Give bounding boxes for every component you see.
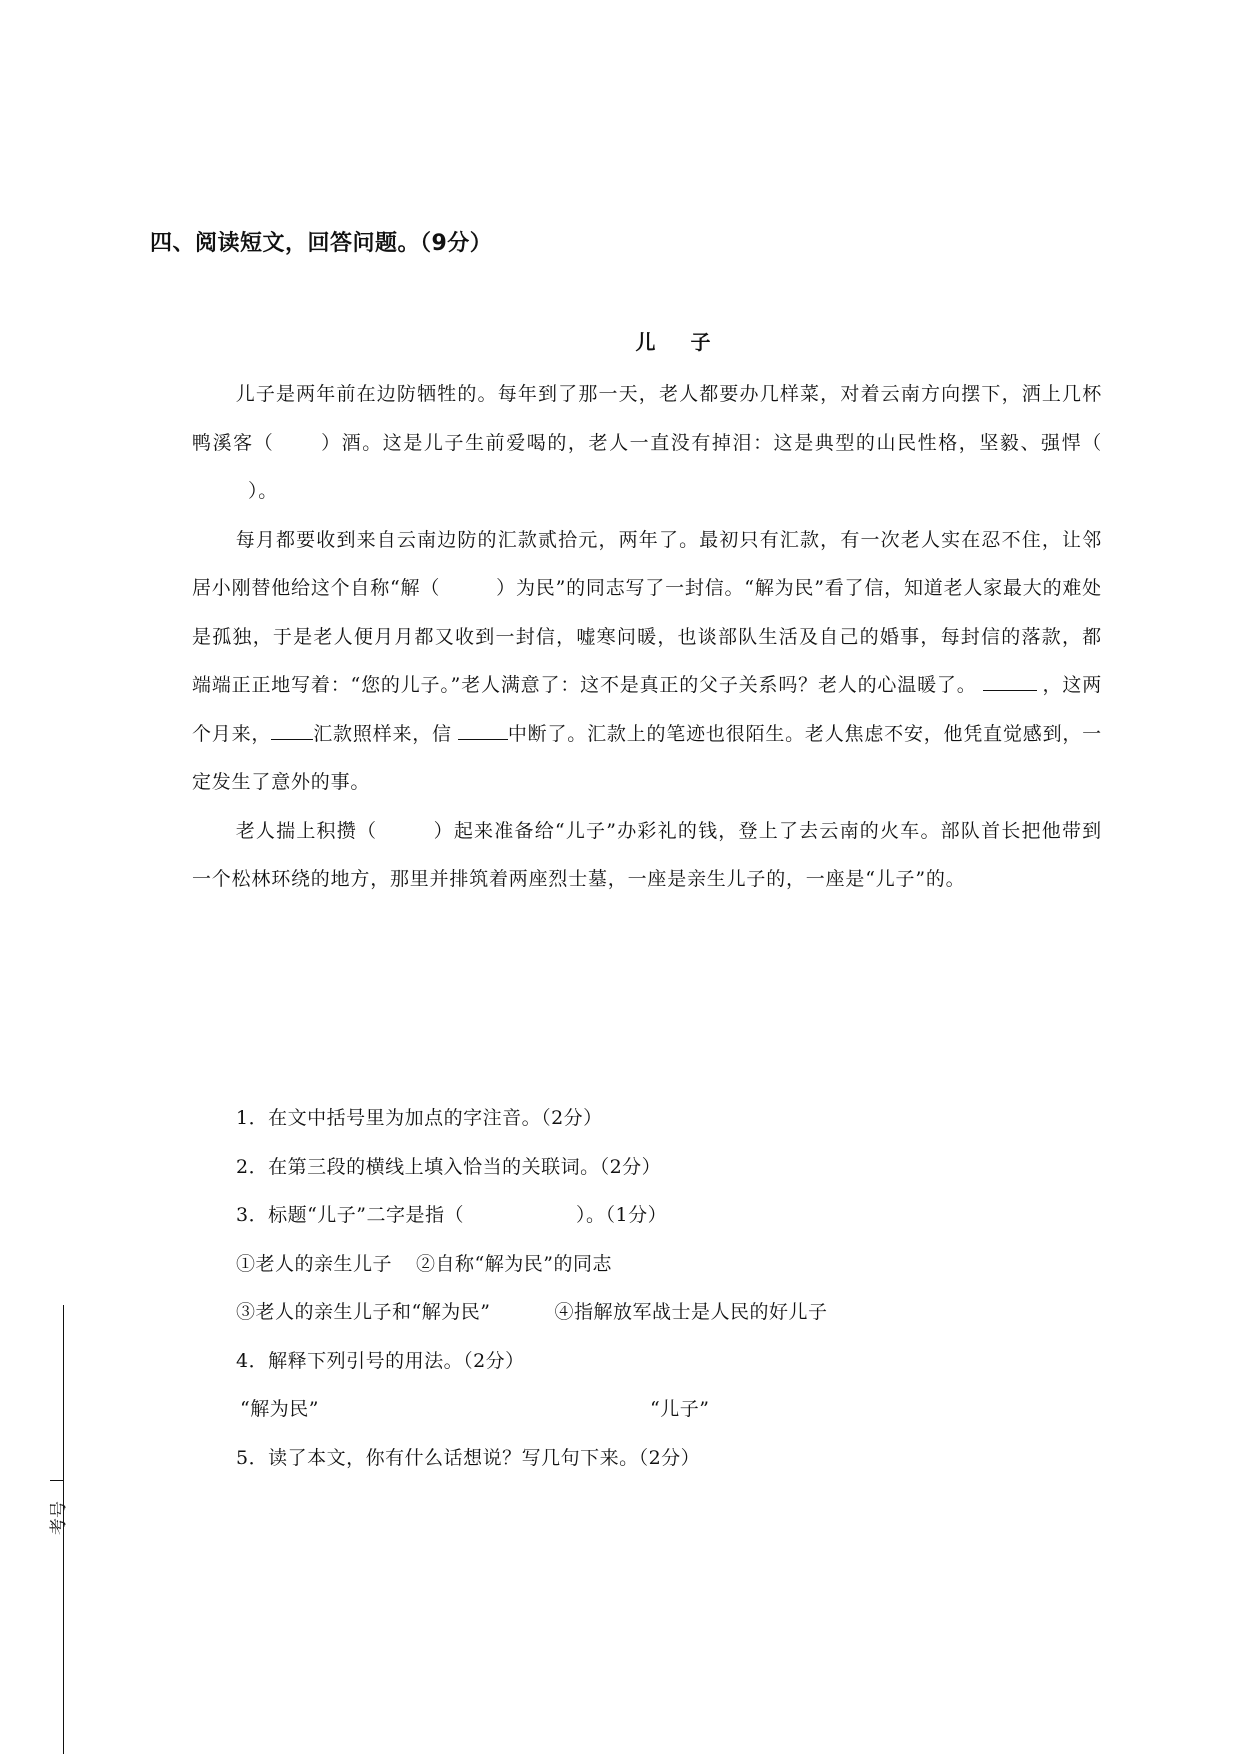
article-title: 儿 子 (635, 330, 725, 354)
section-heading: 四、阅读短文，回答问题。（9分） (150, 231, 493, 256)
question-4-items (236, 1385, 1096, 1434)
question-2: 2．在第三段的横线上填入恰当的关联词。（2分） (236, 1155, 662, 1178)
paragraph-3 (192, 807, 1102, 904)
p1-text-a: 儿子是两年前在边防牺牲的。每年到了那一天，老人都要办几样菜，对着云南方向摆下，洒上几杯鸭溪客（ (192, 383, 1102, 454)
p3-text-b: ）起来准备给“儿子”办彩礼的钱，登上了去云南的火车。部队首长把他带到一个松林环绕的地方，那里并排筑着两座烈士墓，一座是亲生儿子的，一座是“儿子”的。 (192, 819, 1102, 890)
option-3[interactable]: ③老人的亲生儿子和“解为民” (236, 1301, 491, 1323)
option-2[interactable]: ②自称“解为民”的同志 (416, 1252, 612, 1275)
question-4: 4．解释下列引号的用法。（2分） (236, 1349, 525, 1372)
conjunction-blank-2[interactable] (271, 718, 313, 740)
paragraph-1 (192, 370, 1102, 516)
option-4[interactable]: ④指解放军战士是人民的好儿子 (554, 1301, 828, 1323)
p2-text-c: ，这两个月来， (192, 674, 1102, 745)
p1-text-b: ）酒。这是儿子生前爱喝的，老人一直没有掉泪：这是典型的山民性格，坚毅、强悍（ (320, 431, 1103, 454)
question-list (236, 1094, 1096, 1482)
p2-text-e: 中断了。汇款上的笔迹也很陌生。老人焦虑不安，他凭直觉感到，一定发生了意外的事。 (192, 722, 1102, 793)
p2-text-d: 汇款照样来，信 (313, 722, 452, 745)
question-3-stem: 3．标题“儿子”二字是指（ (236, 1204, 465, 1226)
quote-item-b: “儿子” (650, 1398, 710, 1420)
question-3 (236, 1191, 1096, 1240)
p3-text-a: 老人揣上积攒（ (235, 819, 378, 842)
question-5: 5．读了本文，你有什么话想说？写几句下来。（2分） (236, 1446, 701, 1469)
question-3-options-row-2 (236, 1288, 1096, 1337)
paragraph-2 (192, 516, 1102, 807)
conjunction-blank-1[interactable] (983, 669, 1037, 691)
conjunction-blank-3[interactable] (458, 718, 508, 740)
question-3-tail: ）。（1分） (576, 1204, 668, 1226)
p1-text-c: ）。 (248, 480, 279, 502)
question-3-options-row-1 (236, 1240, 1096, 1289)
quote-item-a: “解为民” (240, 1398, 319, 1420)
exam-id-label: 考号 (49, 1501, 69, 1535)
reading-passage (192, 370, 1102, 904)
question-1: 1．在文中括号里为加点的字注音。（2分） (236, 1107, 603, 1129)
exam-id-underline[interactable] (50, 1480, 64, 1481)
p2-text-b: ）为民”的同志写了一封信。“解为民”看了信，知道老人家最大的难处是孤独，于是老人便月月都又收到一封信，嘘寒问暖，也谈部队生活及自己的婚事，每封信的落款，都端端正正地写着：“您的儿子。”老人满意了：这不是真正的父子关系吗？老人的心温暖了。 (192, 577, 1102, 696)
option-1[interactable]: ①老人的亲生儿子 (236, 1252, 393, 1275)
p2-text-a: 每月都要收到来自云南边防的汇款贰拾元，两年了。最初只有汇款，有一次老人实在忍不住，让邻居小刚替他给这个自称“解（ (192, 528, 1102, 599)
